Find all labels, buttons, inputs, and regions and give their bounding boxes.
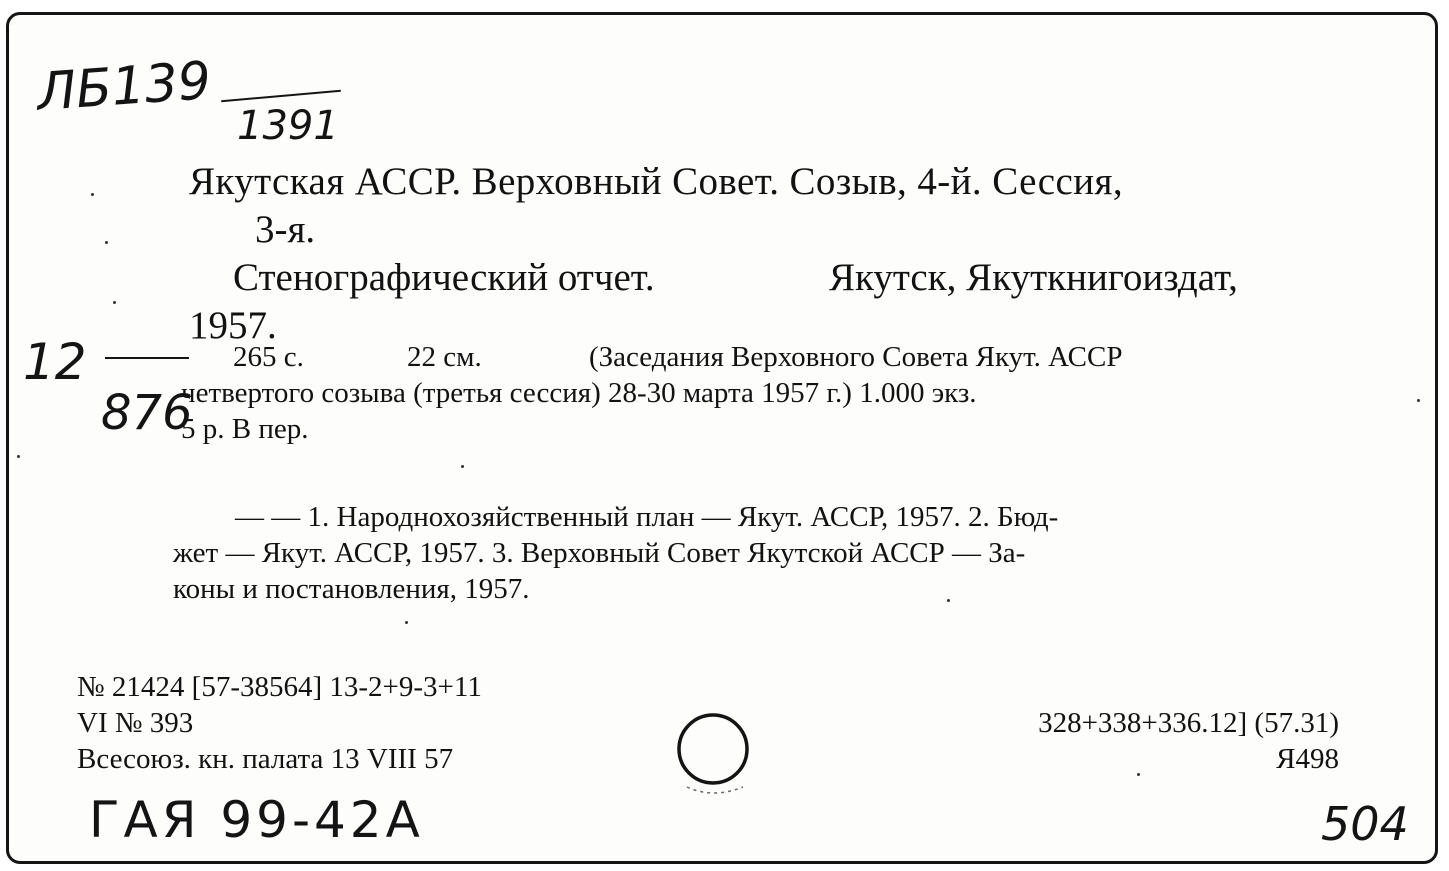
punch-hole-icon bbox=[673, 707, 757, 795]
footer-record-number: № 21424 [57-38564] 13-2+9-3+11 bbox=[77, 671, 482, 703]
collation-price: 5 р. В пер. bbox=[181, 413, 309, 445]
title-line-2: 1957. bbox=[189, 304, 277, 347]
scan-speck bbox=[405, 621, 408, 624]
handwritten-call-number: ЛБ139 bbox=[35, 51, 213, 123]
scan-speck bbox=[461, 465, 464, 468]
scan-speck bbox=[1417, 399, 1420, 402]
heading-line-2: 3-я. bbox=[255, 208, 316, 251]
footer-chamber-date: Всесоюз. кн. палата 13 VIII 57 bbox=[77, 743, 454, 775]
handwritten-inventory-mark: 504 bbox=[1321, 797, 1409, 851]
scan-speck bbox=[1137, 773, 1140, 776]
footer-order-number: VI № 393 bbox=[77, 707, 194, 739]
handwritten-archive-code: ГАЯ 99-42А bbox=[89, 791, 424, 849]
collation-series: (Заседания Верховного Совета Якут. АССР bbox=[589, 341, 1123, 373]
heading-line-1: Якутская АССР. Верховный Совет. Созыв, 4-й. Сессия, bbox=[189, 160, 1123, 203]
scan-speck bbox=[113, 301, 116, 304]
scan-speck bbox=[947, 599, 950, 602]
catalog-card bbox=[6, 12, 1438, 864]
scan-speck bbox=[105, 241, 108, 244]
collation-pages: 265 с. bbox=[233, 341, 304, 373]
subjects-line-1: — — 1. Народнохозяйственный план — Якут. АССР, 1957. 2. Бюд- bbox=[235, 501, 1059, 533]
footer-author-mark: Я498 bbox=[1276, 743, 1339, 775]
title-line-1a: Стенографический отчет. bbox=[233, 256, 655, 299]
margin-code-rule bbox=[105, 357, 189, 359]
handwritten-margin-code-bottom: 876 bbox=[101, 385, 193, 441]
scan-speck bbox=[91, 193, 94, 196]
handwritten-call-number-sub: 1391 bbox=[237, 103, 339, 149]
subjects-line-3: коны и постановления, 1957. bbox=[173, 573, 530, 605]
subjects-line-2: жет — Якут. АССР, 1957. 3. Верховный Совет Якутской АССР — За- bbox=[173, 537, 1026, 569]
call-number-rule bbox=[221, 90, 341, 102]
title-line-1b: Якутск, Якуткнигоиздат, bbox=[829, 256, 1238, 299]
handwritten-margin-code-top: 12 bbox=[23, 333, 87, 391]
collation-line-2: четвертого созыва (третья сессия) 28-30 марта 1957 г.) 1.000 экз. bbox=[181, 377, 977, 409]
scan-speck bbox=[17, 455, 20, 458]
footer-classification: 328+338+336.12] (57.31) bbox=[1038, 707, 1339, 739]
collation-size: 22 см. bbox=[407, 341, 482, 373]
